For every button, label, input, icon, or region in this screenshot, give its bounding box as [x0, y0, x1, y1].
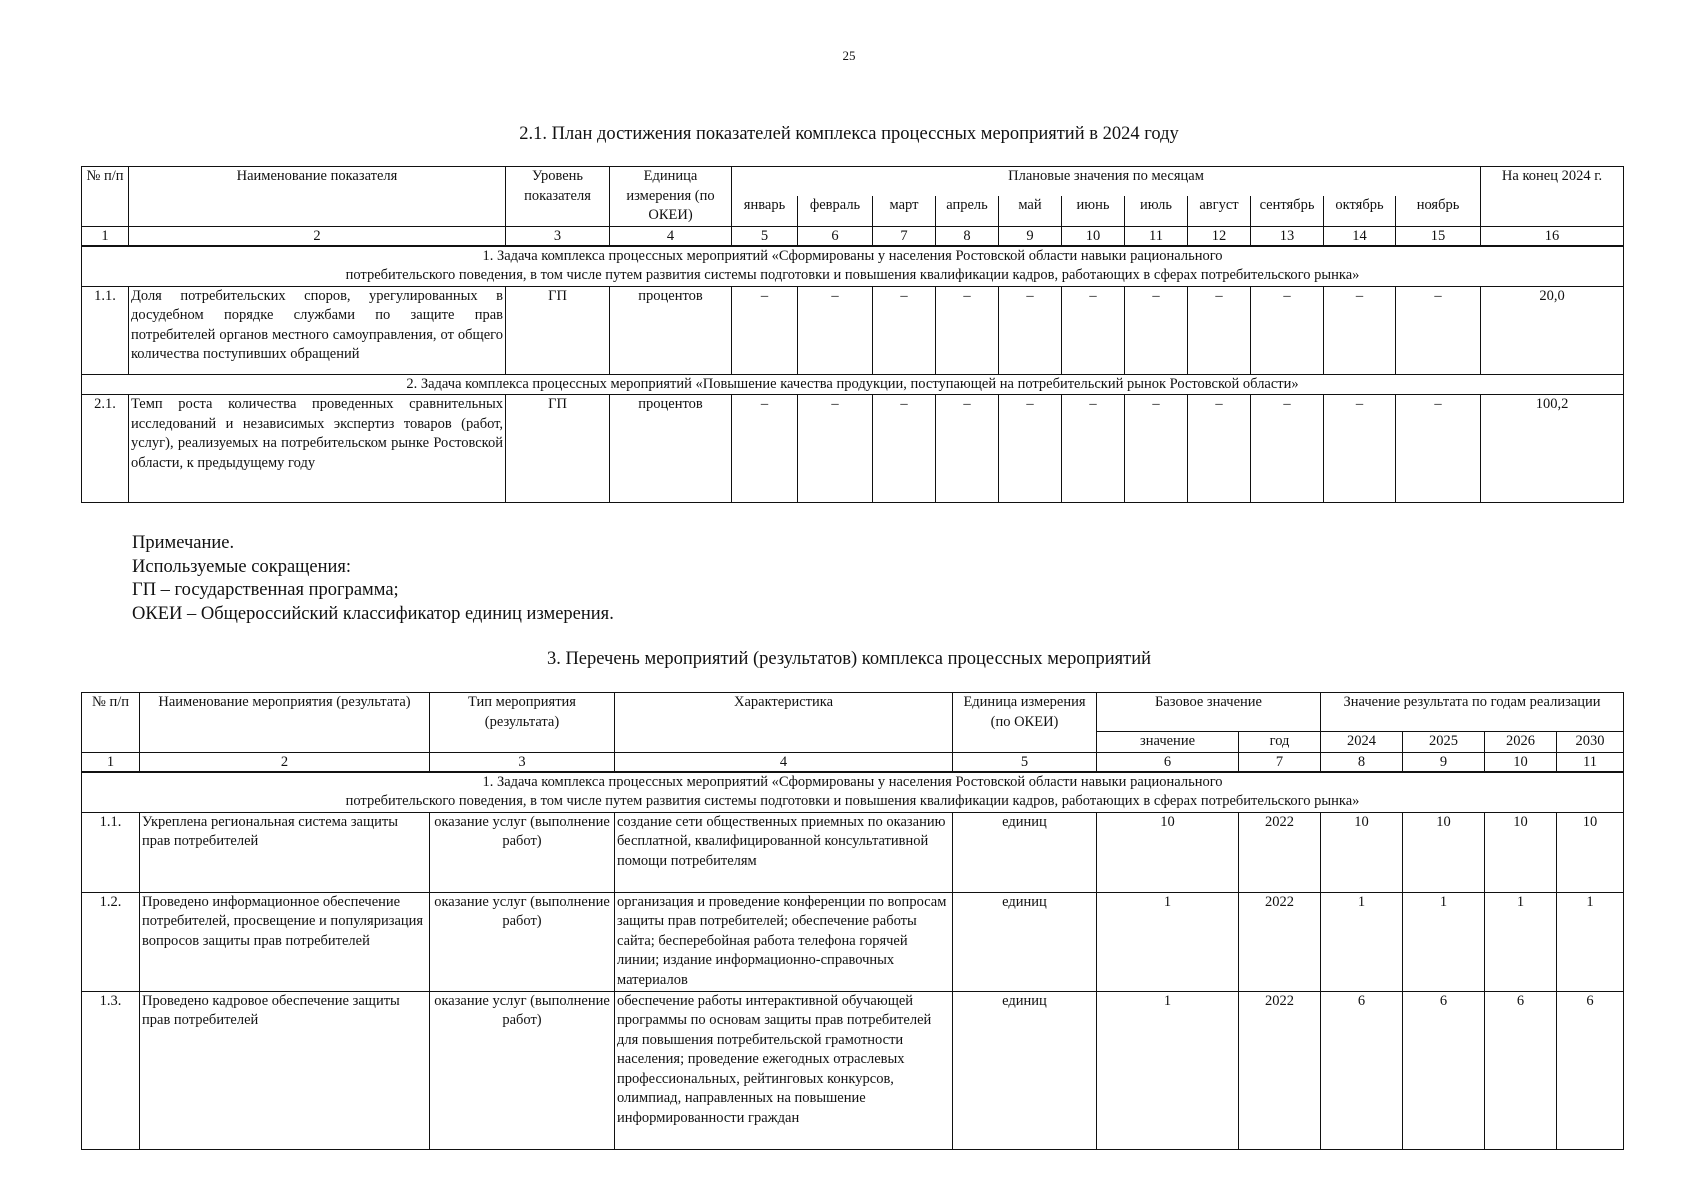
month-value: –	[873, 286, 936, 374]
header-result-by-year: Значение результата по годам реализации	[1321, 693, 1624, 732]
month-value: –	[1251, 286, 1324, 374]
header-level: Уровень показателя	[506, 167, 610, 227]
column-number: 2	[129, 226, 506, 246]
column-number: 8	[1321, 752, 1403, 772]
column-number: 9	[1403, 752, 1485, 772]
header-year-2025: 2025	[1403, 732, 1485, 753]
month-value: –	[1396, 286, 1481, 374]
task-1-line-2: потребительского поведения, в том числе путем развития системы подготовки и повышения квалификации кадров, работающих в сферах потребительского рынка»	[345, 793, 1360, 809]
header-activity-name: Наименование мероприятия (результата)	[140, 693, 430, 753]
month-value: –	[999, 395, 1062, 503]
row-num: 1.1.	[82, 812, 140, 892]
task-1-heading	[82, 246, 1624, 287]
base-value: 1	[1097, 991, 1239, 1149]
task-1-line-2: потребительского поведения, в том числе путем развития системы подготовки и повышения квалификации кадров, работающих в сферах потребительского рынка»	[345, 267, 1360, 283]
activity-unit: единиц	[953, 991, 1097, 1149]
header-indicator-name: Наименование показателя	[129, 167, 506, 227]
table-row	[82, 395, 1624, 503]
column-number: 1	[82, 752, 140, 772]
month-value: –	[1324, 395, 1396, 503]
note-heading: Примечание.	[132, 533, 235, 553]
indicator-level: ГП	[506, 395, 610, 503]
row-num: 1.2.	[82, 892, 140, 991]
header-month-mar: март	[873, 196, 936, 226]
header-month-jan: январь	[732, 196, 798, 226]
base-value: 1	[1097, 892, 1239, 991]
header-base-value-year: год	[1239, 732, 1321, 753]
value-2030: 6	[1557, 991, 1624, 1149]
column-number: 7	[873, 226, 936, 246]
base-year: 2022	[1239, 991, 1321, 1149]
column-numbers-row	[82, 752, 1624, 772]
value-2024: 6	[1321, 991, 1403, 1149]
month-value: –	[1251, 395, 1324, 503]
notes-block	[132, 532, 614, 626]
activity-unit: единиц	[953, 812, 1097, 892]
indicator-name: Доля потребительских споров, урегулированных в досудебном порядке службами по защите прав потребителей органов местного самоуправления, от общего количества поступивших обращений	[129, 286, 506, 374]
activity-characteristic: организация и проведение конференции по вопросам защиты прав потребителей; обеспечение работы сайта; бесперебойная работа телефона горячей линии; издание информационно-справочных материалов	[615, 892, 953, 991]
header-year-2026: 2026	[1485, 732, 1557, 753]
value-2024: 1	[1321, 892, 1403, 991]
header-num: № п/п	[82, 167, 129, 227]
value-2026: 1	[1485, 892, 1557, 991]
note-abbreviations-heading: Используемые сокращения:	[132, 556, 352, 577]
month-value: –	[999, 286, 1062, 374]
table-row	[82, 286, 1624, 374]
task-1-line-1: 1. Задача комплекса процессных мероприятий «Сформированы у населения Ростовской области навыки рационального	[482, 247, 1223, 264]
column-number: 10	[1485, 752, 1557, 772]
task-row	[82, 374, 1624, 395]
month-value: –	[1062, 395, 1125, 503]
indicator-unit: процентов	[610, 395, 732, 503]
month-value: –	[798, 286, 873, 374]
task-row	[82, 772, 1624, 813]
column-number: 5	[953, 752, 1097, 772]
indicator-unit: процентов	[610, 286, 732, 374]
header-month-jul: июль	[1125, 196, 1188, 226]
header-year-2024: 2024	[1321, 732, 1403, 753]
column-number: 8	[936, 226, 999, 246]
month-value: –	[1125, 286, 1188, 374]
column-number: 3	[430, 752, 615, 772]
value-2026: 10	[1485, 812, 1557, 892]
header-end-of-year: На конец 2024 г.	[1481, 167, 1624, 227]
activity-type: оказание услуг (выполнение работ)	[430, 812, 615, 892]
column-number: 3	[506, 226, 610, 246]
month-value: –	[873, 395, 936, 503]
activity-unit: единиц	[953, 892, 1097, 991]
header-month-feb: февраль	[798, 196, 873, 226]
column-number: 15	[1396, 226, 1481, 246]
table-header-row	[82, 167, 1624, 197]
column-number: 6	[1097, 752, 1239, 772]
column-number: 16	[1481, 226, 1624, 246]
month-value: –	[1188, 286, 1251, 374]
value-2025: 1	[1403, 892, 1485, 991]
column-number: 7	[1239, 752, 1321, 772]
month-value: –	[798, 395, 873, 503]
header-month-sep: сентябрь	[1251, 196, 1324, 226]
page-number: 25	[842, 48, 856, 63]
header-monthly: Плановые значения по месяцам	[732, 167, 1481, 197]
header-unit: Единица измерения (по ОКЕИ)	[953, 693, 1097, 753]
column-number: 9	[999, 226, 1062, 246]
column-number: 10	[1062, 226, 1125, 246]
activity-type: оказание услуг (выполнение работ)	[430, 892, 615, 991]
column-number: 12	[1188, 226, 1251, 246]
column-number: 6	[798, 226, 873, 246]
column-number: 1	[82, 226, 129, 246]
value-2025: 10	[1403, 812, 1485, 892]
month-value: –	[732, 395, 798, 503]
table-header-row	[82, 693, 1624, 732]
header-base-value-value: значение	[1097, 732, 1239, 753]
value-2026: 6	[1485, 991, 1557, 1149]
column-number: 14	[1324, 226, 1396, 246]
task-row	[82, 246, 1624, 287]
column-number: 11	[1125, 226, 1188, 246]
activity-characteristic: создание сети общественных приемных по оказанию бесплатной, квалифицированной консультативной помощи потребителям	[615, 812, 953, 892]
activity-name: Проведено информационное обеспечение потребителей, просвещение и популяризация вопросов защиты прав потребителей	[140, 892, 430, 991]
header-month-jun: июнь	[1062, 196, 1125, 226]
activity-name: Проведено кадровое обеспечение защиты прав потребителей	[140, 991, 430, 1149]
task-1-line-1: 1. Задача комплекса процессных мероприятий «Сформированы у населения Ростовской области навыки рационального	[482, 773, 1223, 790]
header-unit: Единица измерения (по ОКЕИ)	[610, 167, 732, 227]
header-activity-type: Тип мероприятия (результата)	[430, 693, 615, 753]
base-year: 2022	[1239, 812, 1321, 892]
column-number: 4	[615, 752, 953, 772]
activities-table	[81, 692, 1624, 1150]
value-2030: 1	[1557, 892, 1624, 991]
task-1-heading	[82, 772, 1624, 813]
column-number: 13	[1251, 226, 1324, 246]
header-month-may: май	[999, 196, 1062, 226]
value-2024: 10	[1321, 812, 1403, 892]
month-value: –	[1125, 395, 1188, 503]
value-2025: 6	[1403, 991, 1485, 1149]
column-number: 11	[1557, 752, 1624, 772]
column-number: 2	[140, 752, 430, 772]
row-num: 1.3.	[82, 991, 140, 1149]
base-year: 2022	[1239, 892, 1321, 991]
value-2030: 10	[1557, 812, 1624, 892]
indicators-plan-table	[81, 166, 1624, 503]
table-row	[82, 812, 1624, 892]
header-num: № п/п	[82, 693, 140, 753]
header-characteristic: Характеристика	[615, 693, 953, 753]
activity-name: Укреплена региональная система защиты прав потребителей	[140, 812, 430, 892]
header-month-aug: август	[1188, 196, 1251, 226]
header-month-oct: октябрь	[1324, 196, 1396, 226]
month-value: –	[1324, 286, 1396, 374]
end-of-year-value: 20,0	[1481, 286, 1624, 374]
header-base-value: Базовое значение	[1097, 693, 1321, 732]
note-abbrev-gp: ГП – государственная программа;	[132, 580, 399, 600]
section-2-1-title: 2.1. План достижения показателей комплекса процессных мероприятий в 2024 году	[519, 124, 1179, 144]
header-year-2030: 2030	[1557, 732, 1624, 753]
section-3-title: 3. Перечень мероприятий (результатов) комплекса процессных мероприятий	[546, 649, 1152, 669]
row-num: 1.1.	[82, 286, 129, 374]
month-value: –	[732, 286, 798, 374]
column-number: 4	[610, 226, 732, 246]
month-value: –	[936, 395, 999, 503]
activity-characteristic: обеспечение работы интерактивной обучающей программы по основам защиты прав потребителей для повышения потребительской грамотности населения; проведение ежегодных отраслевых профессиональных, рейтинговых конкурсов, олимпиад, направленных на повышение информированности граждан	[615, 991, 953, 1149]
table-row	[82, 991, 1624, 1149]
row-num: 2.1.	[82, 395, 129, 503]
column-number: 5	[732, 226, 798, 246]
month-value: –	[1188, 395, 1251, 503]
base-value: 10	[1097, 812, 1239, 892]
task-2-heading: 2. Задача комплекса процессных мероприятий «Повышение качества продукции, поступающей на потребительский рынок Ростовской области»	[82, 374, 1624, 395]
month-value: –	[936, 286, 999, 374]
month-value: –	[1396, 395, 1481, 503]
indicator-name: Темп роста количества проведенных сравнительных исследований и независимых экспертиз товаров (работ, услуг), реализуемых на потребительском рынке Ростовской области, к предыдущему году	[129, 395, 506, 503]
end-of-year-value: 100,2	[1481, 395, 1624, 503]
header-month-apr: апрель	[936, 196, 999, 226]
note-abbrev-okei: ОКЕИ – Общероссийский классификатор единиц измерения.	[132, 603, 614, 624]
table-row	[82, 892, 1624, 991]
column-numbers-row	[82, 226, 1624, 246]
month-value: –	[1062, 286, 1125, 374]
indicator-level: ГП	[506, 286, 610, 374]
header-month-nov: ноябрь	[1396, 196, 1481, 226]
activity-type: оказание услуг (выполнение работ)	[430, 991, 615, 1149]
